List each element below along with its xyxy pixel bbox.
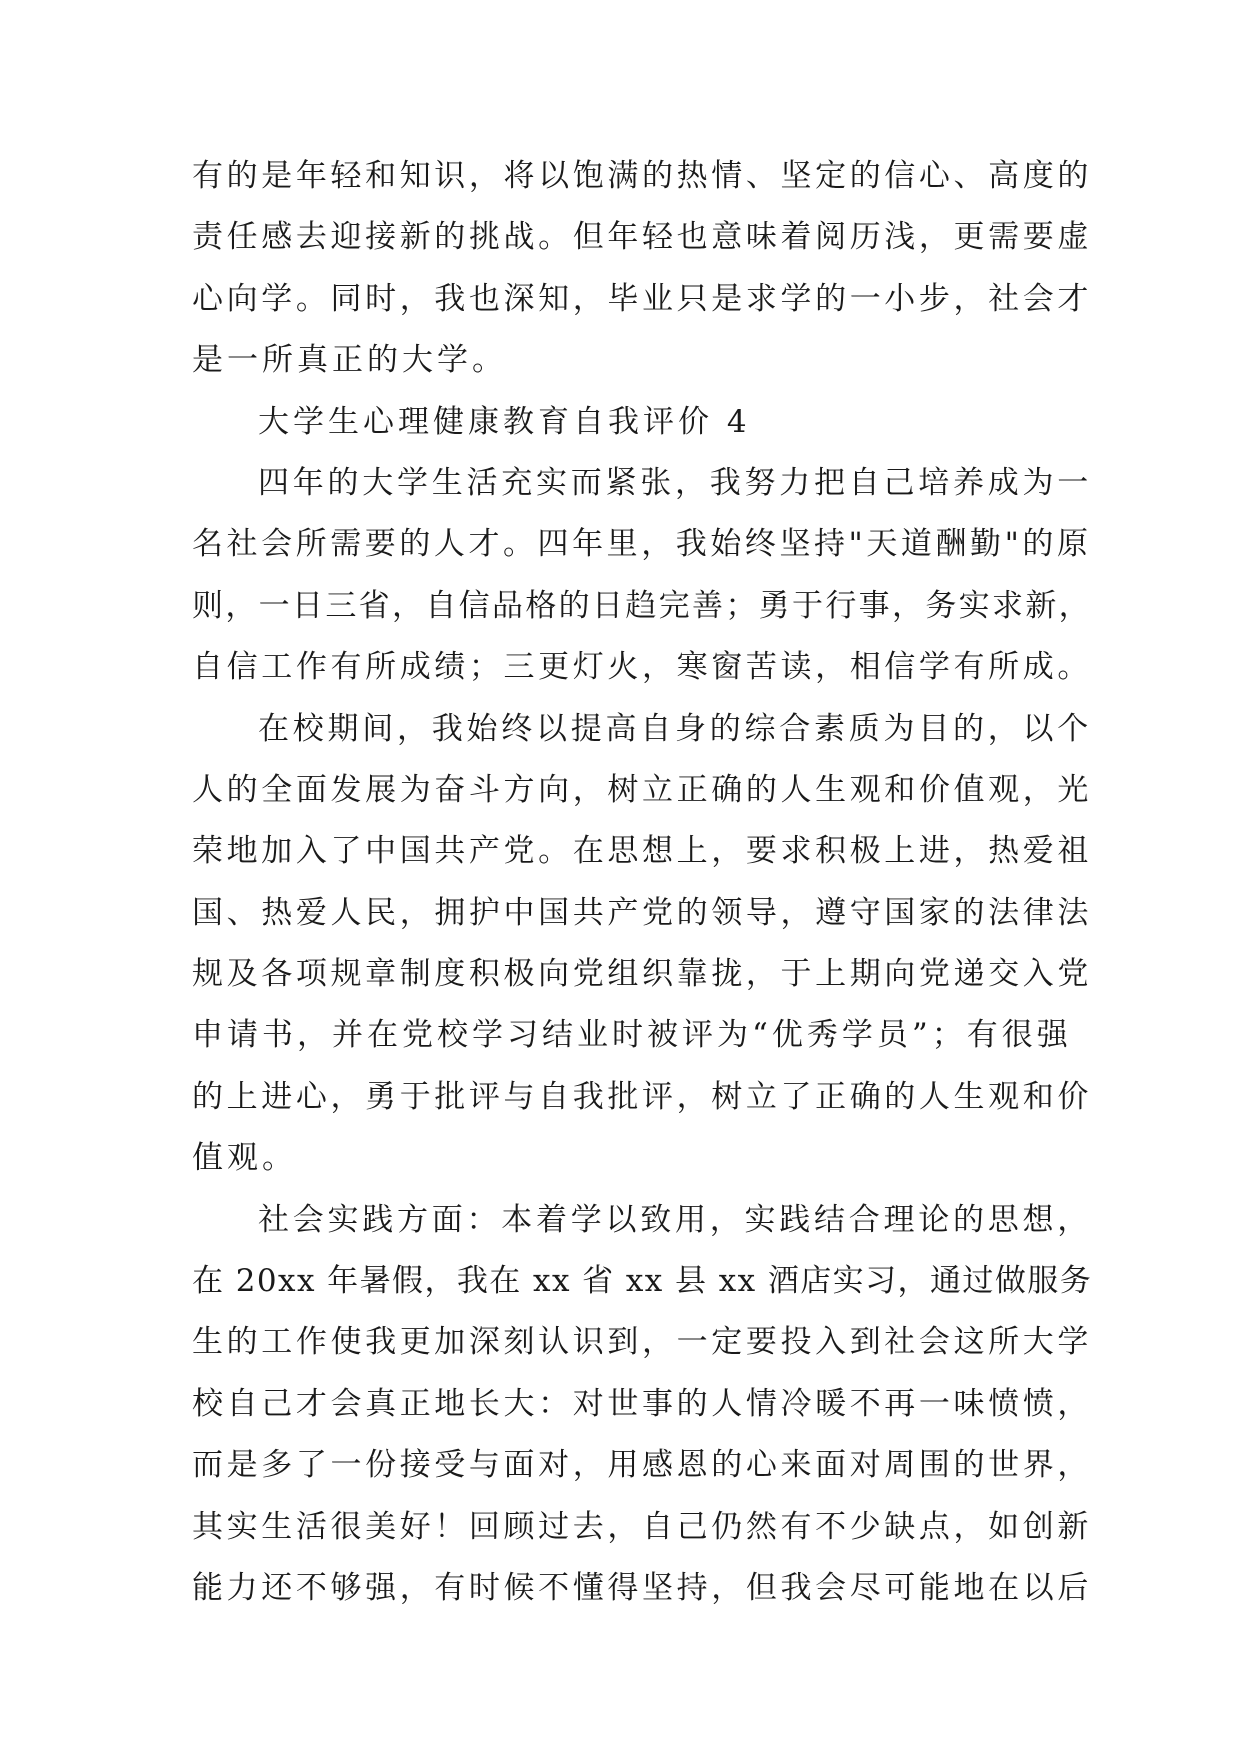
- text-line: 规及各项规章制度积极向党组织靠拢，于上期向党递交入党: [192, 956, 1092, 993]
- text-line: 的上进心，勇于批评与自我批评，树立了正确的人生观和价: [192, 1078, 1092, 1115]
- text-line: 责任感去迎接新的挑战。但年轻也意味着阅历浅，更需要虚: [192, 219, 1092, 256]
- text-line: 心向学。同时，我也深知，毕业只是求学的一小步，社会才: [192, 280, 1092, 317]
- text-line: 四年的大学生活充实而紧张，我努力把自己培养成为一: [258, 464, 1092, 501]
- text-line: 申请书，并在党校学习结业时被评为“优秀学员”；有很强: [192, 1017, 1072, 1054]
- text-line: 国、热爱人民，拥护中国共产党的领导，遵守国家的法律法: [192, 894, 1092, 931]
- text-line: 社会实践方面：本着学以致用，实践结合理论的思想，: [258, 1201, 1092, 1238]
- text-line: 校自己才会真正地长大：对世事的人情冷暖不再一味愤愤，: [192, 1385, 1092, 1422]
- text-line: 其实生活很美好！回顾过去，自己仍然有不少缺点，如创新: [192, 1508, 1092, 1545]
- text-line: 生的工作使我更加深刻认识到，一定要投入到社会这所大学: [192, 1324, 1092, 1361]
- text-line: 能力还不够强，有时候不懂得坚持，但我会尽可能地在以后: [192, 1569, 1092, 1606]
- text-line: 在 20xx 年暑假，我在 xx 省 xx 县 xx 酒店实习，通过做服务: [192, 1263, 1093, 1300]
- text-line: 是一所真正的大学。: [192, 342, 507, 379]
- text-line: 荣地加入了中国共产党。在思想上，要求积极上进，热爱祖: [192, 833, 1092, 870]
- text-line: 而是多了一份接受与面对，用感恩的心来面对周围的世界，: [192, 1447, 1092, 1484]
- text-line: 名社会所需要的人才。四年里，我始终坚持"天道酬勤"的原: [192, 526, 1092, 563]
- text-line: 大学生心理健康教育自我评价 4: [258, 403, 751, 440]
- text-line: 人的全面发展为奋斗方向，树立正确的人生观和价值观，光: [192, 771, 1092, 808]
- text-line: 自信工作有所成绩；三更灯火，寒窗苦读，相信学有所成。: [192, 649, 1092, 686]
- text-line: 值观。: [192, 1140, 297, 1177]
- text-line: 则，一日三省，自信品格的日趋完善；勇于行事，务实求新，: [192, 587, 1092, 624]
- text-line: 有的是年轻和知识，将以饱满的热情、坚定的信心、高度的: [192, 158, 1092, 194]
- text-line: 在校期间，我始终以提高自身的综合素质为目的，以个: [258, 710, 1092, 747]
- document-body: [192, 158, 1092, 1631]
